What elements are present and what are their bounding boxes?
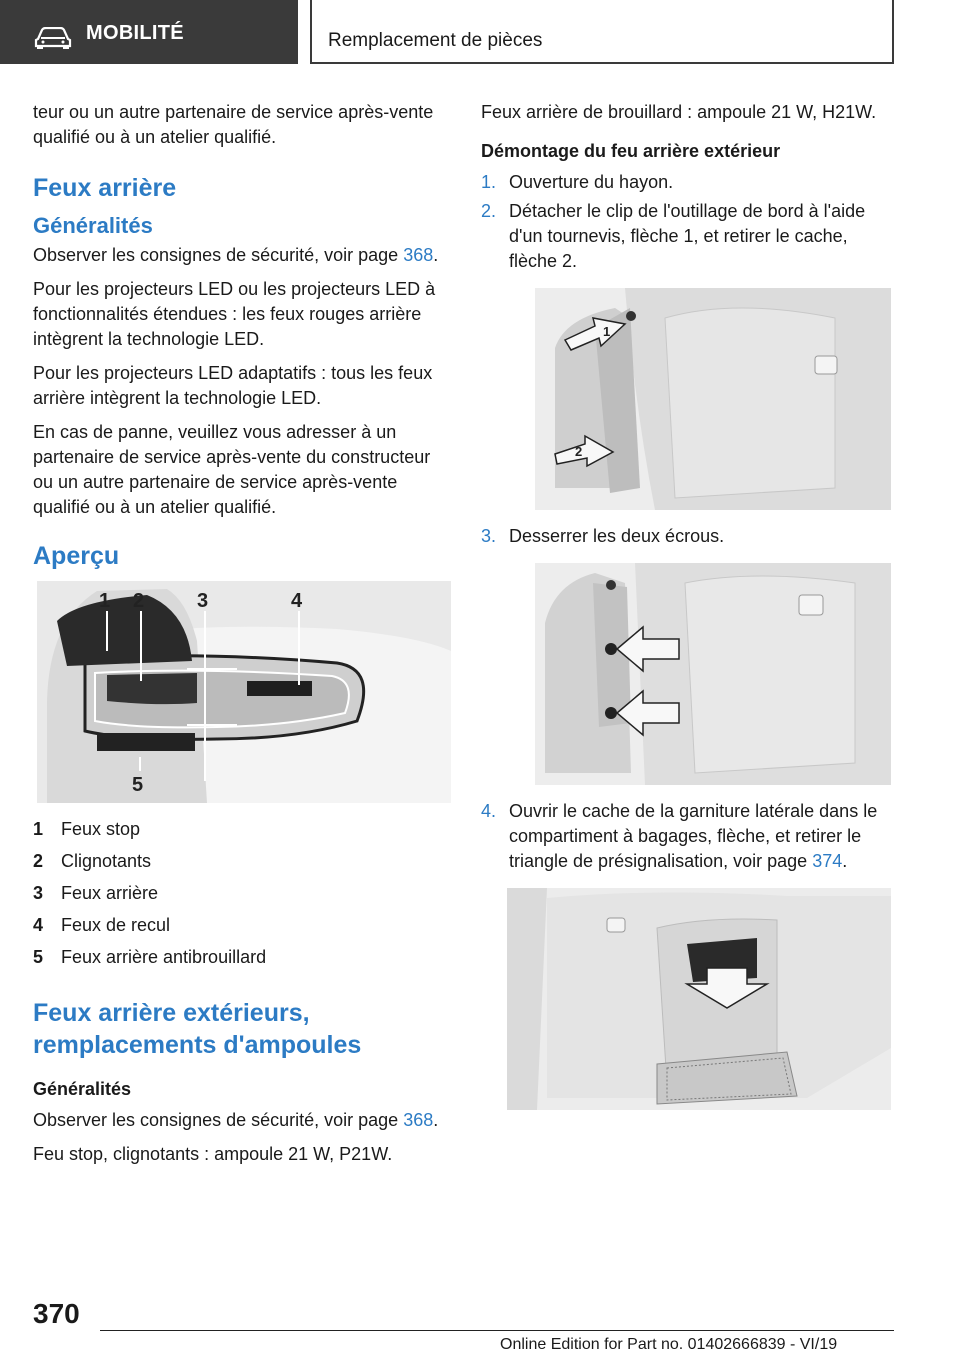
footer-divider [100, 1330, 894, 1331]
warning-triangle-figure [507, 888, 891, 1110]
step-text: Ouverture du hayon. [509, 172, 674, 192]
heading-generalites: Généralités [33, 213, 153, 238]
arrow-label-1: 1 [603, 324, 611, 339]
page-link-374[interactable]: 374 [812, 851, 843, 871]
legend-item [33, 877, 451, 909]
step-2 [481, 199, 895, 274]
step-number: 4. [481, 801, 497, 821]
topic-title: Remplacement de pièces [328, 30, 543, 51]
legend-label: Feux arrière antibrouillard [61, 947, 267, 967]
page-link-368-2[interactable]: 368 [403, 1110, 434, 1130]
clip-removal-illustration [535, 288, 891, 510]
step-number: 3. [481, 526, 497, 546]
fig-label-5: 5 [132, 774, 144, 796]
legend-label: Feux de recul [61, 915, 171, 935]
bulb-spec-paragraph: Feu stop, clignotants : ampoule 21 W, P21W. [33, 1144, 393, 1164]
heading-demontage: Démontage du feu arrière extérieur [481, 141, 781, 161]
tail-light-figure [37, 581, 451, 803]
nut-illustration [535, 563, 891, 785]
step-text [509, 799, 895, 874]
legend-label: Clignotants [61, 851, 152, 871]
legend-number: 4 [33, 915, 44, 935]
failure-paragraph: En cas de panne, veuillez vous adresser à un partenaire de service après-vente du constructeur ou un autre partenaire de service après-vente qualifié ou à un atelier qualifié. [33, 422, 431, 517]
fig-label-3: 3 [197, 590, 209, 612]
legend-item [33, 909, 451, 941]
fig-label-1: 1 [99, 590, 111, 612]
legend-label: Feux arrière [61, 883, 159, 903]
safety-paragraph [33, 243, 451, 268]
heading-ext-lights: Feux arrière extérieurs, remplacements d'ampoules [33, 999, 362, 1059]
adaptive-led-paragraph: Pour les projecteurs LED adaptatifs : tous les feux arrière intègrent la technologie LED. [33, 363, 433, 408]
edition-note: Online Edition for Part no. 01402666839 - VI/19 [500, 1336, 838, 1353]
left-column [33, 100, 451, 1176]
step-text-pre: Ouvrir le cache de la garniture latérale dans le compartiment à bagages, flèche, et retirer le triangle de présignalisation, voir page [509, 801, 878, 871]
step-4 [481, 799, 895, 874]
safety-text: Observer les consignes de sécurité, voir page [33, 245, 404, 265]
step-number: 1. [481, 172, 497, 192]
trunk-illustration [507, 888, 891, 1110]
legend-number: 1 [33, 819, 44, 839]
safety-text-2-end: . [433, 1110, 439, 1130]
legend-number: 5 [33, 947, 44, 967]
safety-text-2: Observer les consignes de sécurité, voir page [33, 1110, 404, 1130]
step-1 [481, 170, 895, 195]
right-column [481, 100, 895, 1110]
nut-figure [535, 563, 891, 785]
arrow-label-2: 2 [575, 444, 583, 459]
fig-label-4: 4 [291, 590, 303, 612]
legend-item [33, 941, 451, 973]
topic-header [310, 0, 894, 64]
fog-light-paragraph: Feux arrière de brouillard : ampoule 21 W, H21W. [481, 102, 877, 122]
fig-label-2: 2 [133, 590, 145, 612]
step-3 [481, 524, 895, 549]
section-header [0, 0, 298, 64]
car-icon [34, 27, 72, 49]
heading-generalites-2: Généralités [33, 1079, 132, 1099]
step-text: Desserrer les deux écrous. [509, 526, 725, 546]
step-text-post: . [842, 851, 848, 871]
safety-paragraph-2 [33, 1108, 451, 1133]
step-number: 2. [481, 201, 497, 221]
tail-light-illustration [37, 581, 451, 803]
intro-paragraph: teur ou un autre partenaire de service après-vente qualifié ou à un atelier qualifié. [33, 102, 434, 147]
heading-apercu: Aperçu [33, 542, 120, 570]
section-title: MOBILITÉ [86, 22, 184, 44]
legend-number: 2 [33, 851, 44, 871]
legend-number: 3 [33, 883, 44, 903]
led-paragraph: Pour les projecteurs LED ou les projecteurs LED à fonctionnalités étendues : les feux rouges arrière intègrent la technologie LED. [33, 279, 436, 349]
legend-item [33, 845, 451, 877]
page-number: 370 [33, 1298, 80, 1329]
page-link-368[interactable]: 368 [403, 245, 434, 265]
heading-feux-arriere: Feux arrière [33, 174, 177, 202]
step-text: Détacher le clip de l'outillage de bord à l'aide d'un tournevis, flèche 1, et retirer le cache, flèche 2. [509, 201, 866, 271]
legend-item [33, 813, 451, 845]
safety-text-end: . [433, 245, 439, 265]
legend-label: Feux stop [61, 819, 141, 839]
clip-removal-figure [535, 288, 891, 510]
legend-list [33, 813, 451, 973]
